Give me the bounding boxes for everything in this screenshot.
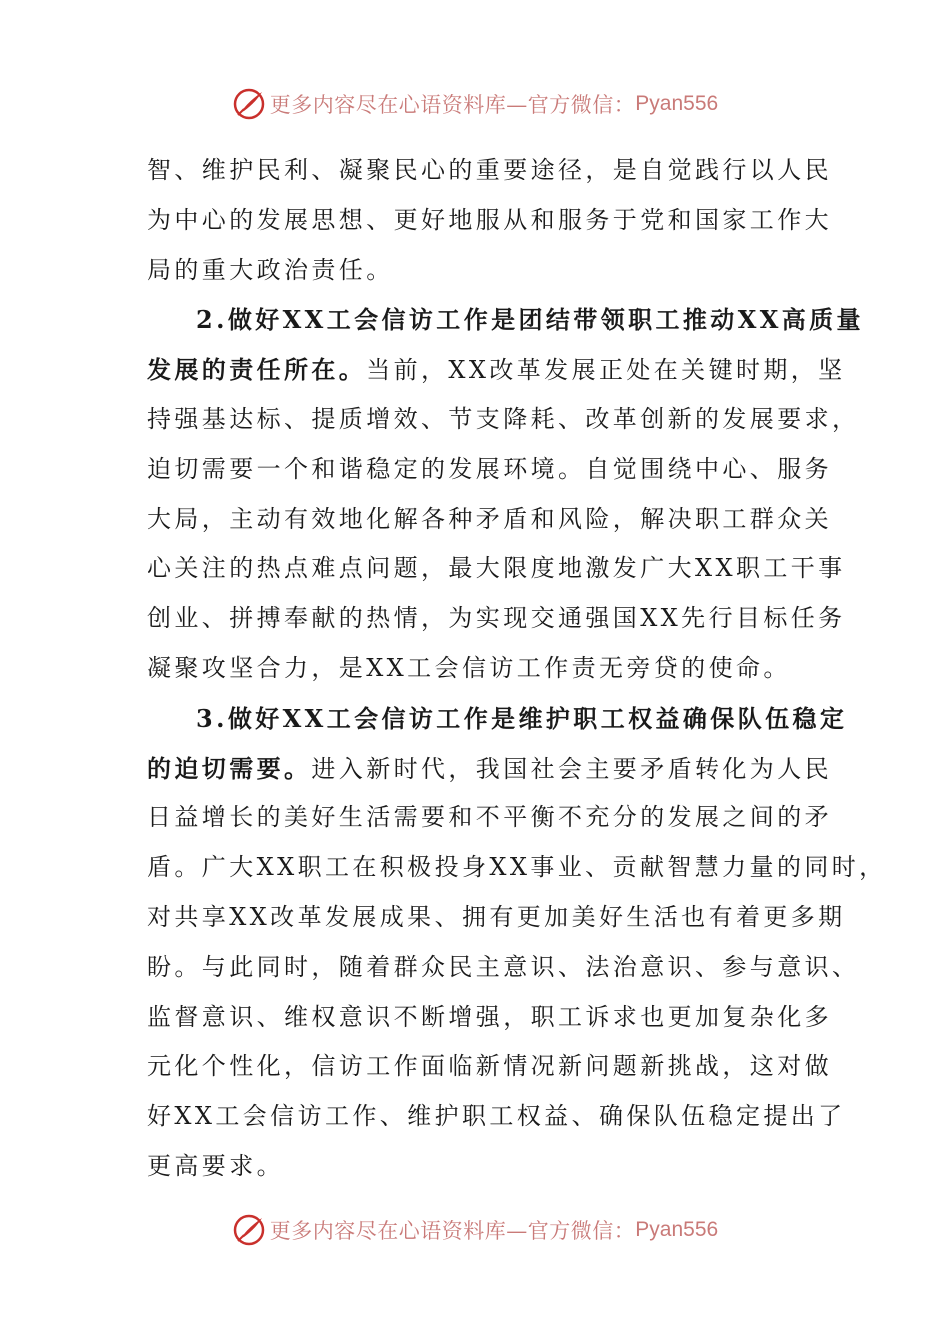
banner-wechat-id: Pyan556	[635, 92, 719, 115]
text-line: 元化个性化，信访工作面临新情况新问题新挑战，这对做	[147, 1052, 832, 1081]
text-line: 大局，主动有效地化解各种矛盾和风险，解决职工群众关	[147, 504, 832, 533]
text-line: 心关注的热点难点问题，最大限度地激发广大XX职工干事	[147, 554, 846, 583]
banner-text: 更多内容尽在心语资料库—官方微信：	[269, 1219, 636, 1243]
banner-wechat-id: Pyan556	[635, 1218, 719, 1241]
quill-logo-icon	[232, 1213, 266, 1247]
text-line: 迫切需要一个和谐稳定的发展环境。自觉围绕中心、服务	[147, 454, 832, 483]
text-line: 局的重大政治责任。	[147, 255, 394, 284]
text-line: 凝聚攻坚合力，是XX工会信访工作责无旁贷的使命。	[147, 653, 791, 682]
header-watermark-banner	[0, 84, 950, 124]
text-line: 盾。广大XX职工在积极投身XX事业、贡献智慧力量的同时，	[147, 853, 887, 882]
text-line: 对共享XX改革发展成果、拥有更加美好生活也有着更多期	[147, 902, 846, 931]
text-line: 更高要求。	[147, 1151, 284, 1180]
section-heading-3: 3.做好XX工会信访工作是维护职工权益确保队伍稳定	[196, 703, 848, 733]
text-line: 盼。与此同时，随着群众民主意识、法治意识、参与意识、	[147, 952, 860, 981]
text-line: 好XX工会信访工作、维护职工权益、确保队伍稳定提出了	[147, 1102, 846, 1131]
text-line: 为中心的发展思想、更好地服从和服务于党和国家工作大	[147, 205, 832, 234]
footer-watermark-banner	[0, 1210, 950, 1250]
text-line: 日益增长的美好生活需要和不平衡不充分的发展之间的矛	[147, 803, 832, 832]
text-line: 智、维护民利、凝聚民心的重要途径，是自觉践行以人民	[147, 156, 832, 184]
text-line: 持强基达标、提质增效、节支降耗、改革创新的发展要求，	[147, 404, 860, 433]
text-line: 发展的责任所在。当前，XX改革发展正处在关键时期，坚	[147, 355, 846, 385]
text-line: 监督意识、维权意识不断增强，职工诉求也更加复杂化多	[147, 1002, 832, 1031]
quill-logo-icon	[232, 87, 266, 121]
banner-text: 更多内容尽在心语资料库—官方微信：	[269, 93, 636, 117]
document-body	[147, 146, 887, 1192]
text-line: 创业、拼搏奉献的热情，为实现交通强国XX先行目标任务	[147, 604, 846, 633]
text-line: 的迫切需要。进入新时代，我国社会主要矛盾转化为人民	[147, 753, 833, 783]
section-heading-2: 2.做好XX工会信访工作是团结带领职工推动XX高质量	[196, 305, 864, 335]
